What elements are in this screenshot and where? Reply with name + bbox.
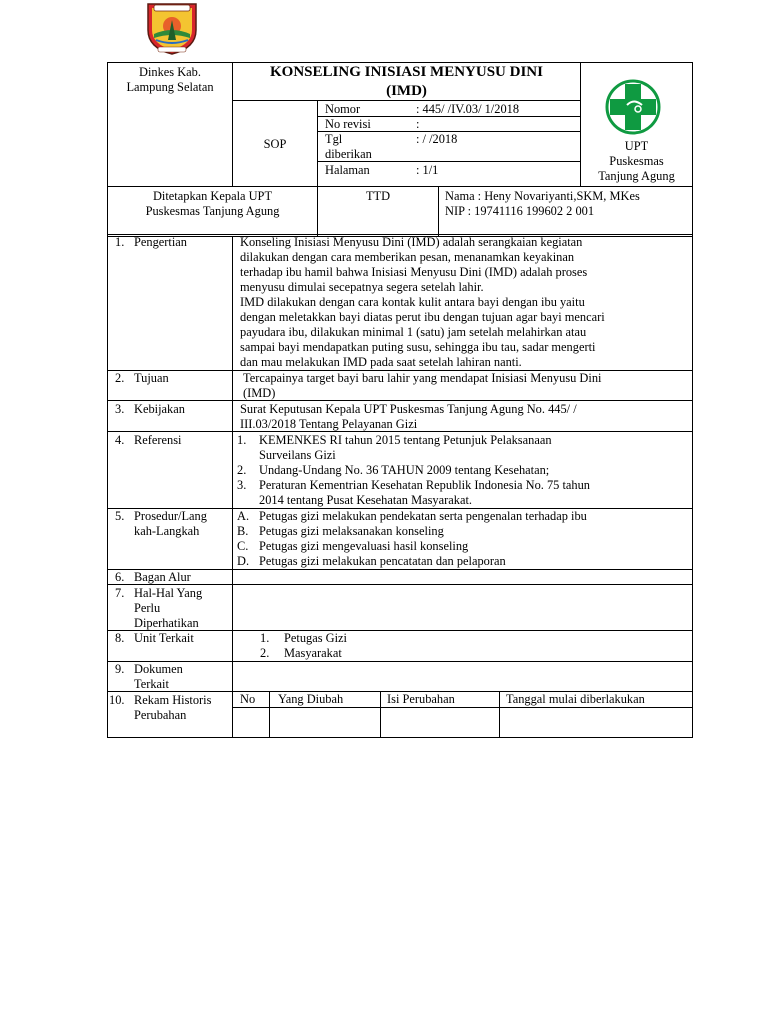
- unit-terkait-list: [260, 631, 680, 661]
- office-line: Dinkes Kab.: [139, 65, 201, 79]
- puskesmas-logo: [604, 78, 662, 136]
- list-item: A. Petugas gizi melakukan pendekatan serta pengenalan terhadap ibu: [237, 509, 587, 523]
- title-line: KONSELING INISIASI MENYUSU DINI: [270, 64, 543, 80]
- section-label-dokumen: 9. Dokumen Terkait: [115, 662, 183, 691]
- established-by: [108, 189, 317, 219]
- section-label-kebijakan: 3. Kebijakan: [115, 402, 185, 416]
- history-col-isi-perubahan: Isi Perubahan: [387, 692, 455, 706]
- meta-label-tgl: Tgl: [325, 132, 343, 146]
- meta-value-revisi: :: [416, 117, 420, 131]
- meta-label-diberikan: diberikan: [325, 147, 372, 161]
- list-item: 3. Peraturan Kementrian Kesehatan Republik Indonesia No. 75 tahun 2014 tentang Pusat Kesehatan Masyarakat.: [237, 478, 591, 507]
- meta-value-tgl: : / /2018: [416, 132, 458, 146]
- kabupaten-emblem-logo: [142, 0, 202, 56]
- list-item: 1. KEMENKES RI tahun 2015 tentang Petunjuk Pelaksanaan Surveilans Gizi: [237, 433, 552, 462]
- office-name: [108, 65, 232, 95]
- meta-value-halaman: : 1/1: [416, 163, 439, 177]
- section-label-pengertian: 1. Pengertian: [115, 235, 187, 249]
- referensi-list: [237, 433, 687, 508]
- list-item: 2. Masyarakat: [260, 646, 342, 660]
- list-item: B. Petugas gizi melaksanakan konseling: [237, 524, 444, 538]
- meta-value-nomor: : 445/ /IV.03/ 1/2018: [416, 102, 520, 116]
- section-label-rekam-historis: 10. Rekam Historis Perubahan: [109, 693, 212, 722]
- title-line: (IMD): [386, 83, 427, 99]
- list-item: 1. Petugas Gizi: [260, 631, 347, 645]
- section-label-tujuan: 2. Tujuan: [115, 371, 169, 385]
- list-item: C. Petugas gizi mengevaluasi hasil konseling: [237, 539, 469, 553]
- signer-name: Nama : Heny Novariyanti,SKM, MKes: [445, 189, 640, 203]
- sop-label: SOP: [263, 137, 287, 151]
- established-line: Puskesmas Tanjung Agung: [145, 204, 280, 218]
- signer-nip: NIP : 19741116 199602 2 001: [445, 204, 595, 218]
- list-item: 2. Undang-Undang No. 36 TAHUN 2009 tentang Kesehatan;: [237, 463, 550, 477]
- history-col-no: No: [240, 692, 256, 706]
- meta-label-nomor: Nomor: [325, 102, 361, 116]
- kebijakan-text: Surat Keputusan Kepala UPT Puskesmas Tanjung Agung No. 445/ / III.03/2018 Tentang Pelayanan Gizi: [240, 402, 577, 431]
- meta-label-halaman: Halaman: [325, 163, 370, 177]
- upt-line: UPT: [624, 139, 649, 153]
- meta-label-revisi: No revisi: [325, 117, 371, 131]
- upt-name: [581, 139, 692, 184]
- section-label-referensi: 4. Referensi: [115, 433, 182, 447]
- history-col-tanggal: Tanggal mulai diberlakukan: [506, 692, 645, 706]
- ttd-label: TTD: [365, 189, 391, 203]
- upt-line: Puskesmas: [609, 154, 664, 168]
- section-label-prosedur: 5. Prosedur/Lang kah-Langkah: [115, 509, 207, 538]
- history-col-yang-diubah: Yang Diubah: [278, 692, 344, 706]
- pengertian-text: Konseling Inisiasi Menyusu Dini (IMD) adalah serangkaian kegiatan dilakukan dengan cara memberikan pesan, menanamkan keyakinan terhadap ibu hamil bahwa Inisiasi Menyusu Dini (IMD) adalah proses menyusu dimulai secepatnya segera setelah lahir. IMD dilakukan dengan cara kontak kulit antara bayi dengan ibu yaitu dengan meletakkan bayi diatas perut ibu dengan tujuan agar bayi mencari payudara ibu, dilakukan minimal 1 (satu) jam setelah melahirkan atau sampai bayi mendapatkan puting susu, sehingga ibu tau, sadar mengerti dan mau melakukan IMD pada saat setelah lahiran nanti.: [240, 235, 605, 369]
- list-item: D. Petugas gizi melakukan pencatatan dan pelaporan: [237, 554, 506, 568]
- upt-line: Tanjung Agung: [598, 169, 675, 183]
- section-label-bagan-alur: 6. Bagan Alur: [115, 570, 191, 584]
- prosedur-list: [237, 509, 687, 569]
- document-title: [233, 63, 580, 101]
- tujuan-text: Tercapainya target bayi baru lahir yang mendapat Inisiasi Menyusu Dini (IMD): [243, 371, 602, 400]
- office-line: Lampung Selatan: [126, 80, 214, 94]
- established-line: Ditetapkan Kepala UPT: [152, 189, 273, 203]
- section-label-unit-terkait: 8. Unit Terkait: [115, 631, 194, 645]
- section-label-hal-hal: 7. Hal-Hal Yang Perlu Diperhatikan: [115, 586, 203, 630]
